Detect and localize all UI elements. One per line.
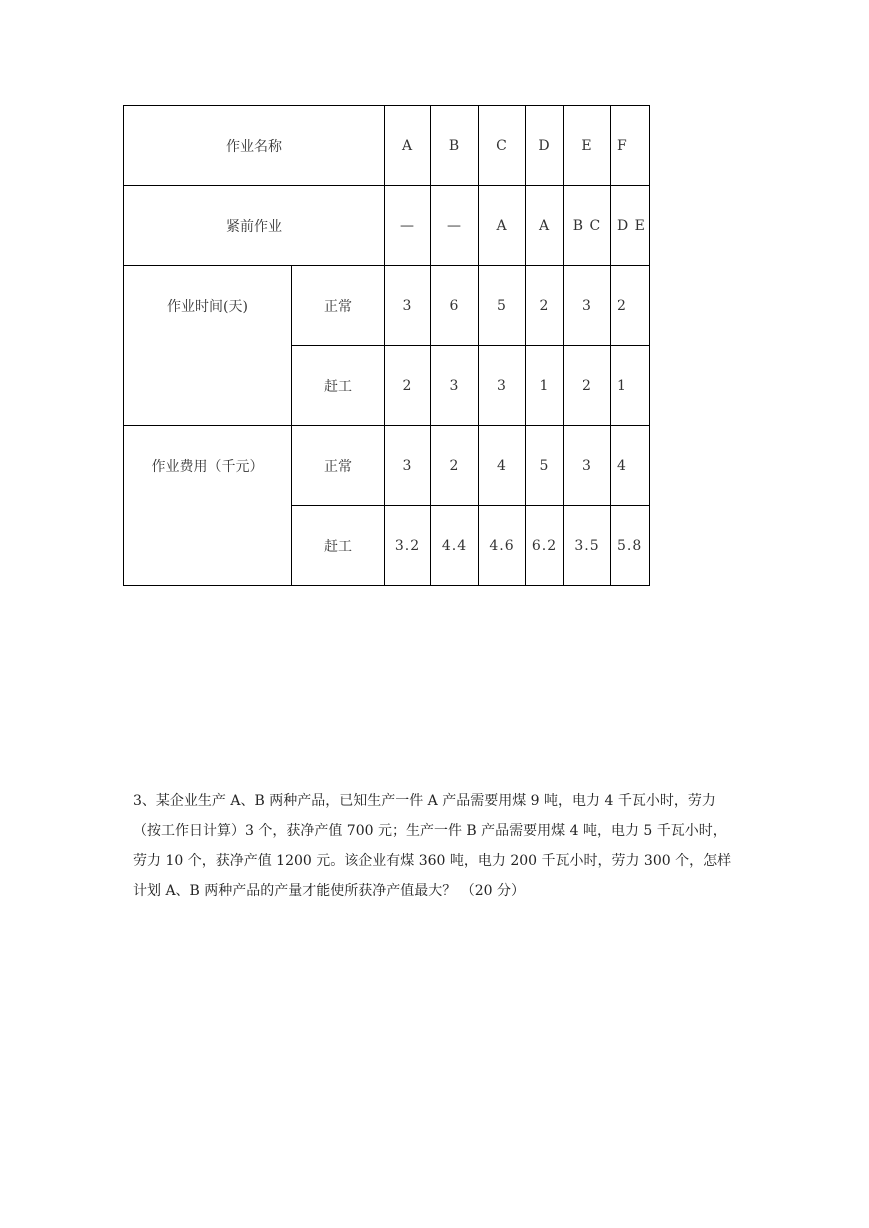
activity-name-row <box>124 106 650 186</box>
activity-name-header: 作业名称 <box>124 106 385 186</box>
normal-label: 正常 <box>292 426 385 506</box>
predecessor-row <box>124 186 650 266</box>
cost-normal-row <box>124 426 650 506</box>
normal-label: 正常 <box>292 266 385 346</box>
time-crash-cell: 1 <box>611 346 650 426</box>
predecessor-header: 紧前作业 <box>124 186 385 266</box>
time-normal-cell: 2 <box>526 266 564 346</box>
time-normal-row <box>124 266 650 346</box>
question-line: （按工作日计算）3 个，获净产值 700 元；生产一件 B 产品需要用煤 4 吨，电力 5 千瓦小时， <box>133 823 727 839</box>
predecessor-cell: A <box>479 186 526 266</box>
cost-crash-cell: 3.5 <box>564 506 611 586</box>
predecessor-cell: — <box>431 186 479 266</box>
question-line: 劳力 10 个，获净产值 1200 元。该企业有煤 360 吨，电力 200 千瓦小时，劳力 300 个，怎样 <box>133 853 732 869</box>
time-group-label: 作业时间(天) <box>124 266 292 426</box>
crash-label: 赶工 <box>292 346 385 426</box>
cost-normal-cell: 3 <box>385 426 431 506</box>
question-line: 3、某企业生产 A、B 两种产品，已知生产一件 A 产品需要用煤 9 吨，电力 4 千瓦小时，劳力 <box>133 793 716 809</box>
cost-normal-cell: 3 <box>564 426 611 506</box>
time-crash-cell: 1 <box>526 346 564 426</box>
cost-normal-cell: 4 <box>611 426 650 506</box>
predecessor-cell: A <box>526 186 564 266</box>
question-block <box>133 786 745 906</box>
time-crash-cell: 3 <box>431 346 479 426</box>
time-normal-cell: 2 <box>611 266 650 346</box>
time-crash-cell: 3 <box>479 346 526 426</box>
time-normal-cell: 6 <box>431 266 479 346</box>
crash-label: 赶工 <box>292 506 385 586</box>
activity-cell: E <box>564 106 611 186</box>
time-crash-cell: 2 <box>564 346 611 426</box>
activity-cell: C <box>479 106 526 186</box>
cost-normal-cell: 4 <box>479 426 526 506</box>
time-crash-cell: 2 <box>385 346 431 426</box>
time-normal-cell: 3 <box>385 266 431 346</box>
predecessor-cell: B C <box>564 186 611 266</box>
predecessor-cell: — <box>385 186 431 266</box>
cost-crash-cell: 4.4 <box>431 506 479 586</box>
cost-group-label: 作业费用（千元） <box>124 426 292 586</box>
question-line: 计划 A、B 两种产品的产量才能使所获净产值最大？ （20 分） <box>133 883 526 899</box>
cost-normal-cell: 2 <box>431 426 479 506</box>
cost-crash-cell: 4.6 <box>479 506 526 586</box>
activity-cell: A <box>385 106 431 186</box>
activity-cell: B <box>431 106 479 186</box>
activity-table <box>123 105 650 586</box>
cost-normal-cell: 5 <box>526 426 564 506</box>
predecessor-cell: D E <box>611 186 650 266</box>
cost-crash-cell: 6.2 <box>526 506 564 586</box>
activity-cell: D <box>526 106 564 186</box>
time-normal-cell: 5 <box>479 266 526 346</box>
activity-cell: F <box>611 106 650 186</box>
cost-crash-cell: 5.8 <box>611 506 650 586</box>
time-normal-cell: 3 <box>564 266 611 346</box>
cost-crash-cell: 3.2 <box>385 506 431 586</box>
